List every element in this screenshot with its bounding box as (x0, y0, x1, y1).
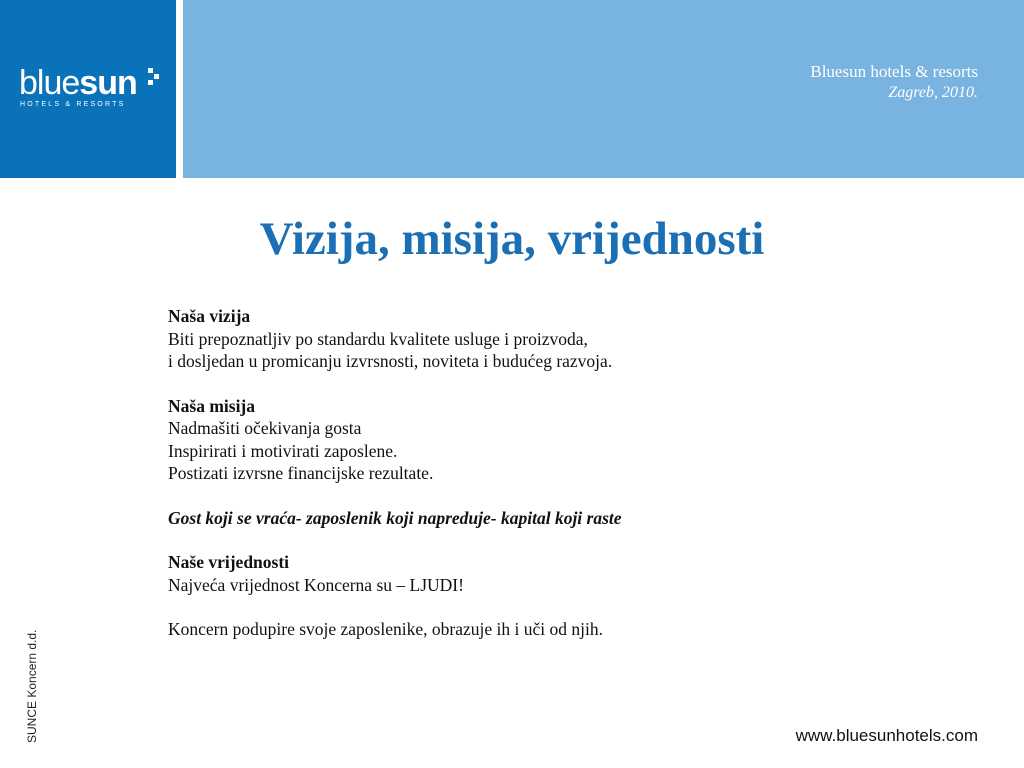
header (0, 0, 1024, 178)
header-divider (176, 0, 183, 178)
mission-line: Nadmašiti očekivanja gosta (168, 418, 362, 438)
website-link[interactable]: www.bluesunhotels.com (795, 726, 978, 745)
page-title: Vizija, misija, vrijednosti (259, 213, 765, 265)
mission-heading: Naša misija (168, 395, 256, 416)
logo-word-blue: blue (19, 64, 80, 102)
mission-line: Inspirirati i motivirati zaposlene. (168, 440, 398, 461)
closing-text: Koncern podupire svoje zaposlenike, obrazuje ih i uči od njih. (168, 619, 603, 639)
closing-section (168, 618, 948, 641)
vision-heading: Naša vizija (168, 306, 251, 326)
logo-word-sun: sun (79, 64, 137, 102)
logo-panel (0, 0, 176, 178)
logo-tagline: HOTELS & RESORTS (20, 101, 126, 108)
content-body (168, 305, 948, 663)
logo-squares-icon (141, 68, 161, 88)
bluesun-logo[interactable] (19, 66, 164, 114)
side-label: SUNCE Koncern d.d. (25, 629, 39, 743)
motto-section (168, 507, 948, 530)
location-date: Zagreb, 2010. (888, 84, 978, 101)
company-name: Bluesun hotels & resorts (810, 62, 978, 81)
mission-line: Postizati izvrsne financijske rezultate. (168, 463, 434, 483)
motto-text: Gost koji se vraća- zaposlenik koji napreduje- kapital koji raste (168, 507, 622, 528)
values-line: Najveća vrijednost Koncerna su – LJUDI! (168, 574, 464, 595)
vision-section (168, 305, 948, 373)
values-heading: Naše vrijednosti (168, 552, 290, 572)
mission-section (168, 395, 948, 485)
vision-line: Biti prepoznatljiv po standardu kvalitete usluge i proizvoda, (168, 328, 588, 349)
values-section (168, 551, 948, 596)
vision-line: i dosljedan u promicanju izvrsnosti, noviteta i budućeg razvoja. (168, 351, 613, 371)
